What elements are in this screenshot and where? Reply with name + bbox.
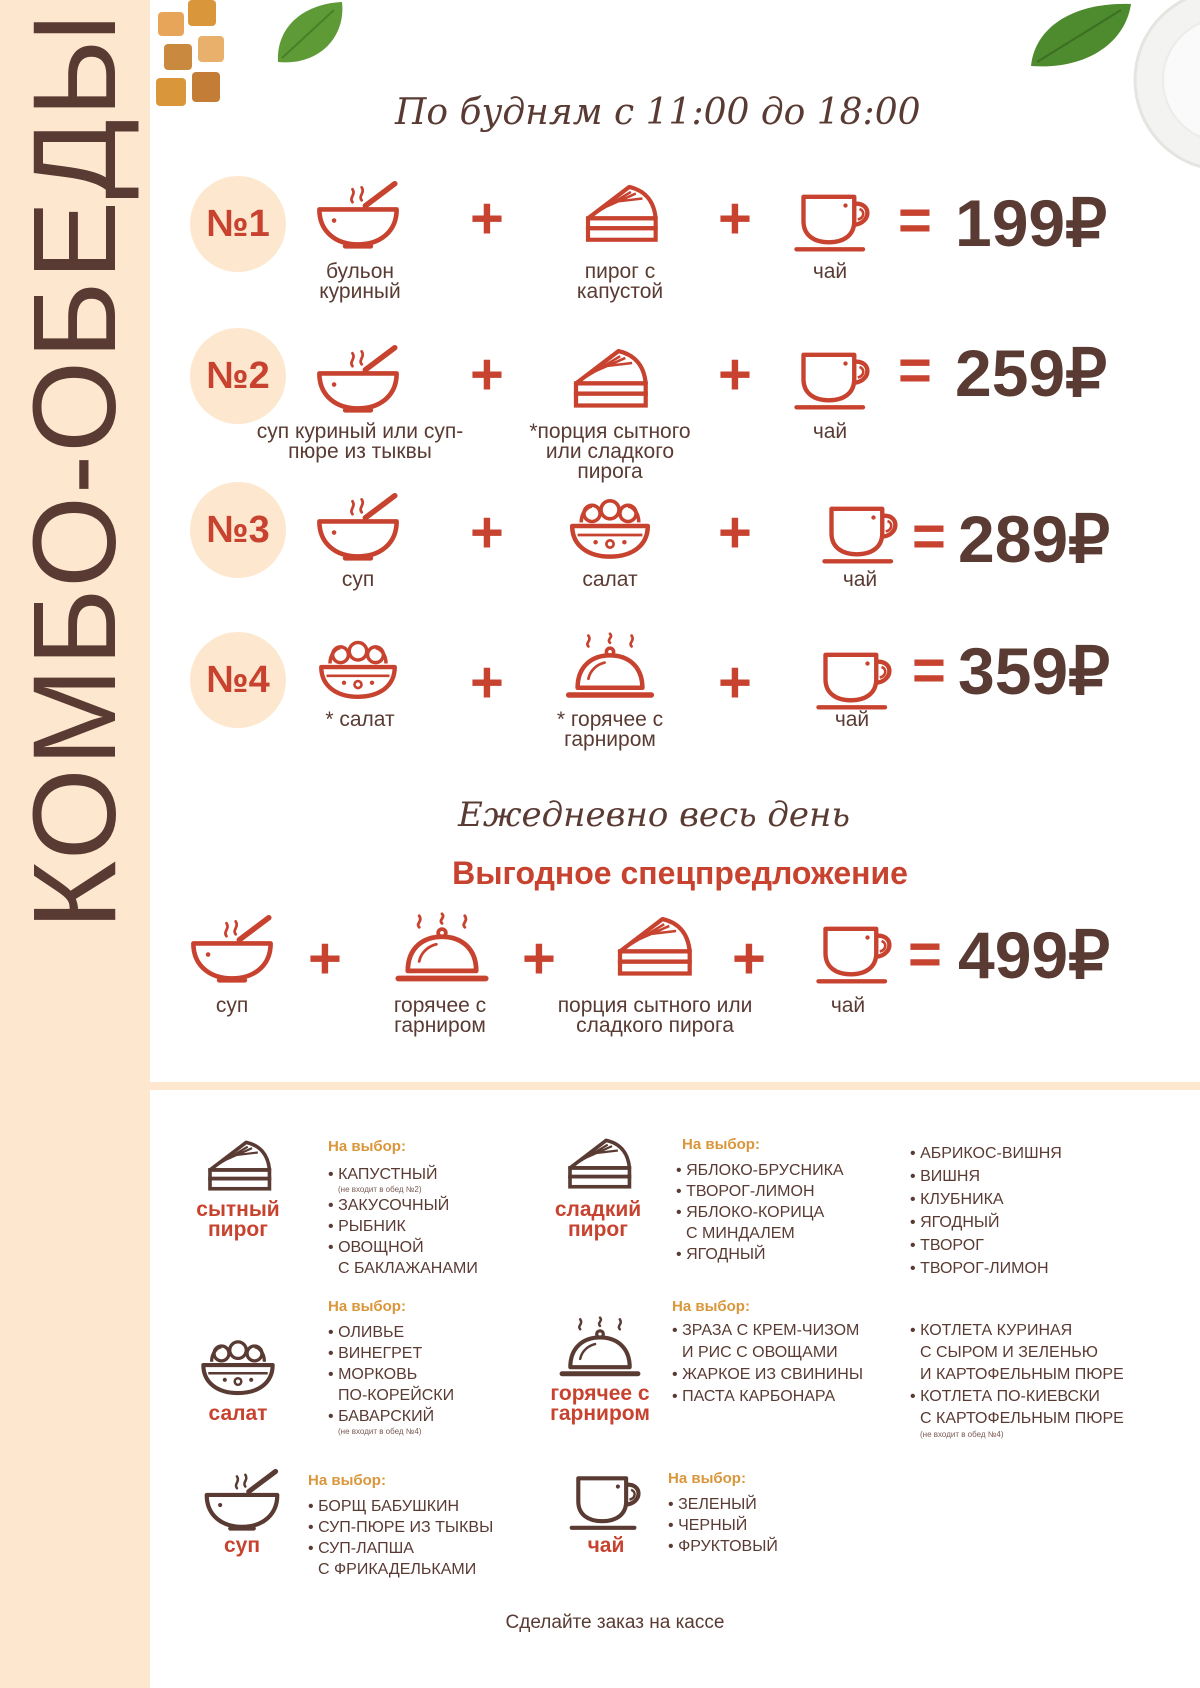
item-caption: суп куриный или суп-пюре из тыквы (256, 420, 464, 463)
cloche-icon (560, 632, 660, 704)
plus-sign: + (470, 342, 504, 407)
soup-bowl-icon (312, 490, 404, 564)
legend-label: сытный пирог (196, 1198, 280, 1241)
list-note: (не входит в обед №4) (920, 1430, 1004, 1439)
cloche-icon (556, 1316, 644, 1382)
item-caption: пирог с капустой (576, 260, 664, 303)
combo-number: №3 (190, 482, 286, 578)
list-item: • ТВОРОГ (910, 1237, 984, 1254)
item-caption: * горячее с гарниром (556, 708, 664, 751)
side-title: КОМБО-ОБЕДЫ (9, 10, 141, 930)
footer-note: Сделайте заказ на кассе (505, 1612, 725, 1633)
plus-sign: + (470, 650, 504, 715)
list-item: ПО-КОРЕЙСКИ (338, 1387, 455, 1404)
option-list (668, 1494, 778, 1557)
list-item: • КОТЛЕТА КУРИНАЯ (910, 1322, 1073, 1339)
plus-sign: + (522, 926, 556, 991)
list-item: • СУП-ЛАПША (308, 1540, 414, 1557)
item-caption: чай (830, 994, 866, 1017)
option-list (328, 1164, 478, 1279)
item-caption: чай (842, 568, 878, 591)
pie-slice-icon (200, 1138, 278, 1196)
list-item: • БАВАРСКИЙ (328, 1408, 435, 1425)
tea-cup-icon (812, 646, 902, 716)
list-item: • ТВОРОГ-ЛИМОН (910, 1260, 1049, 1277)
choose-label: На выбор: (328, 1298, 406, 1315)
special-title: Выгодное спецпредложение (452, 855, 908, 891)
section-divider (150, 1082, 1200, 1090)
combo-price: 199₽ (955, 186, 1108, 260)
item-caption: чай (812, 420, 848, 443)
legend-label: салат (208, 1402, 268, 1425)
list-item: • КАПУСТНЫЙ (328, 1166, 438, 1183)
equals-sign: = (912, 638, 946, 703)
special-price: 499₽ (958, 918, 1111, 992)
combo-price: 359₽ (958, 634, 1111, 708)
list-item: • ЯБЛОКО-БРУСНИКА (676, 1162, 844, 1179)
item-caption: чай (812, 260, 848, 283)
list-item: • КОТЛЕТА ПО-КИЕВСКИ (910, 1388, 1100, 1405)
croutons-image (150, 0, 230, 120)
list-item: • ОЛИВЬЕ (328, 1324, 405, 1341)
list-item: С ФРИКАДЕЛЬКАМИ (318, 1561, 477, 1578)
tea-cup-icon (818, 500, 908, 570)
plus-sign: + (470, 500, 504, 565)
tea-cup-icon (812, 920, 902, 990)
legend-label: сладкий пирог (554, 1198, 642, 1241)
soup-bowl-icon (312, 178, 404, 252)
list-item: С БАКЛАЖАНАМИ (338, 1260, 478, 1277)
leaf-image (1025, 0, 1135, 70)
list-item: • ТВОРОГ-ЛИМОН (676, 1183, 815, 1200)
list-item: • МОРКОВЬ (328, 1366, 418, 1383)
list-item: • ЯБЛОКО-КОРИЦА (676, 1204, 825, 1221)
option-list (328, 1322, 454, 1437)
option-list (308, 1496, 493, 1580)
list-item: С КАРТОФЕЛЬНЫМ ПЮРЕ (920, 1410, 1124, 1427)
item-caption: горячее с гарниром (393, 994, 487, 1037)
plus-sign: + (718, 342, 752, 407)
list-item: С МИНДАЛЕМ (686, 1225, 795, 1242)
list-item: • РЫБНИК (328, 1218, 406, 1235)
list-item: • ЗАКУСОЧНЫЙ (328, 1197, 450, 1214)
equals-sign: = (898, 188, 932, 253)
soup-bowl-icon (186, 912, 278, 986)
salad-bowl-icon (196, 1332, 280, 1398)
item-caption: порция сытного или сладкого пирога (557, 994, 753, 1037)
list-item: • ЯГОДНЫЙ (910, 1214, 1000, 1231)
plus-sign: + (718, 500, 752, 565)
list-item: • ФРУКТОВЫЙ (668, 1538, 778, 1555)
salad-bowl-icon (565, 490, 655, 562)
list-item: • ЖАРКОЕ ИЗ СВИНИНЫ (672, 1366, 863, 1383)
soup-bowl-icon (200, 1466, 284, 1534)
weekday-heading: По будням с 11:00 до 18:00 (395, 92, 921, 133)
option-list (672, 1320, 863, 1408)
choose-label: На выбор: (308, 1472, 386, 1489)
list-item: • СУП-ПЮРЕ ИЗ ТЫКВЫ (308, 1519, 494, 1536)
item-caption: суп (215, 994, 249, 1017)
salad-bowl-icon (314, 632, 402, 702)
equals-sign: = (912, 504, 946, 569)
list-item: • ВИНЕГРЕТ (328, 1345, 423, 1362)
item-caption: * салат (325, 708, 395, 731)
list-item: И КАРТОФЕЛЬНЫМ ПЮРЕ (920, 1366, 1124, 1383)
leaf-image (272, 0, 352, 70)
list-item: • ОВОЩНОЙ (328, 1239, 424, 1256)
list-item: • ЗРАЗА С КРЕМ-ЧИЗОМ (672, 1322, 860, 1339)
legend-label: горячее с гарниром (550, 1382, 650, 1425)
tea-cup-icon (566, 1470, 650, 1536)
choose-label: На выбор: (672, 1298, 750, 1315)
list-item: И РИС С ОВОЩАМИ (682, 1344, 838, 1361)
pie-slice-icon (560, 1136, 638, 1194)
pie-slice-icon (566, 346, 654, 414)
plate-image (1130, 0, 1200, 190)
list-item: • БОРЩ БАБУШКИН (308, 1498, 460, 1515)
pie-slice-icon (610, 914, 698, 982)
list-item: • ПАСТА КАРБОНАРА (672, 1388, 836, 1405)
combo-number: №2 (190, 328, 286, 424)
list-item: • ЯГОДНЫЙ (676, 1246, 766, 1263)
option-list (910, 1320, 1124, 1440)
combo-number: №4 (190, 632, 286, 728)
pie-slice-icon (578, 182, 664, 248)
cloche-icon (390, 912, 494, 988)
list-item: С СЫРОМ И ЗЕЛЕНЬЮ (920, 1344, 1098, 1361)
item-caption: салат (582, 568, 638, 591)
legend-label: суп (223, 1534, 261, 1557)
tea-cup-icon (790, 188, 880, 258)
plus-sign: + (732, 926, 766, 991)
list-item: • ВИШНЯ (910, 1168, 981, 1185)
tea-cup-icon (790, 346, 880, 416)
combo-price: 259₽ (955, 336, 1108, 410)
list-item: • ЧЕРНЫЙ (668, 1517, 748, 1534)
plus-sign: + (718, 650, 752, 715)
plus-sign: + (308, 926, 342, 991)
plus-sign: + (470, 186, 504, 251)
soup-bowl-icon (312, 342, 404, 416)
item-caption: суп (341, 568, 375, 591)
choose-label: На выбор: (328, 1138, 406, 1155)
daily-heading: Ежедневно весь день (458, 795, 850, 835)
option-list (910, 1142, 1062, 1280)
item-caption: бульон куриный (319, 260, 401, 303)
option-list (676, 1160, 844, 1265)
combo-price: 289₽ (958, 502, 1111, 576)
plus-sign: + (718, 186, 752, 251)
list-note: (не входит в обед №4) (338, 1427, 422, 1436)
equals-sign: = (908, 922, 942, 987)
list-item: • АБРИКОС-ВИШНЯ (910, 1145, 1062, 1162)
list-note: (не входит в обед №2) (338, 1185, 422, 1194)
choose-label: На выбор: (682, 1136, 760, 1153)
list-item: • ЗЕЛЕНЫЙ (668, 1496, 757, 1513)
choose-label: На выбор: (668, 1470, 746, 1487)
legend-label: чай (587, 1534, 625, 1557)
equals-sign: = (898, 338, 932, 403)
item-caption: чай (834, 708, 870, 731)
item-caption: *порция сытного или сладкого пирога (529, 420, 691, 483)
combo-number: №1 (190, 176, 286, 272)
list-item: • КЛУБНИКА (910, 1191, 1004, 1208)
